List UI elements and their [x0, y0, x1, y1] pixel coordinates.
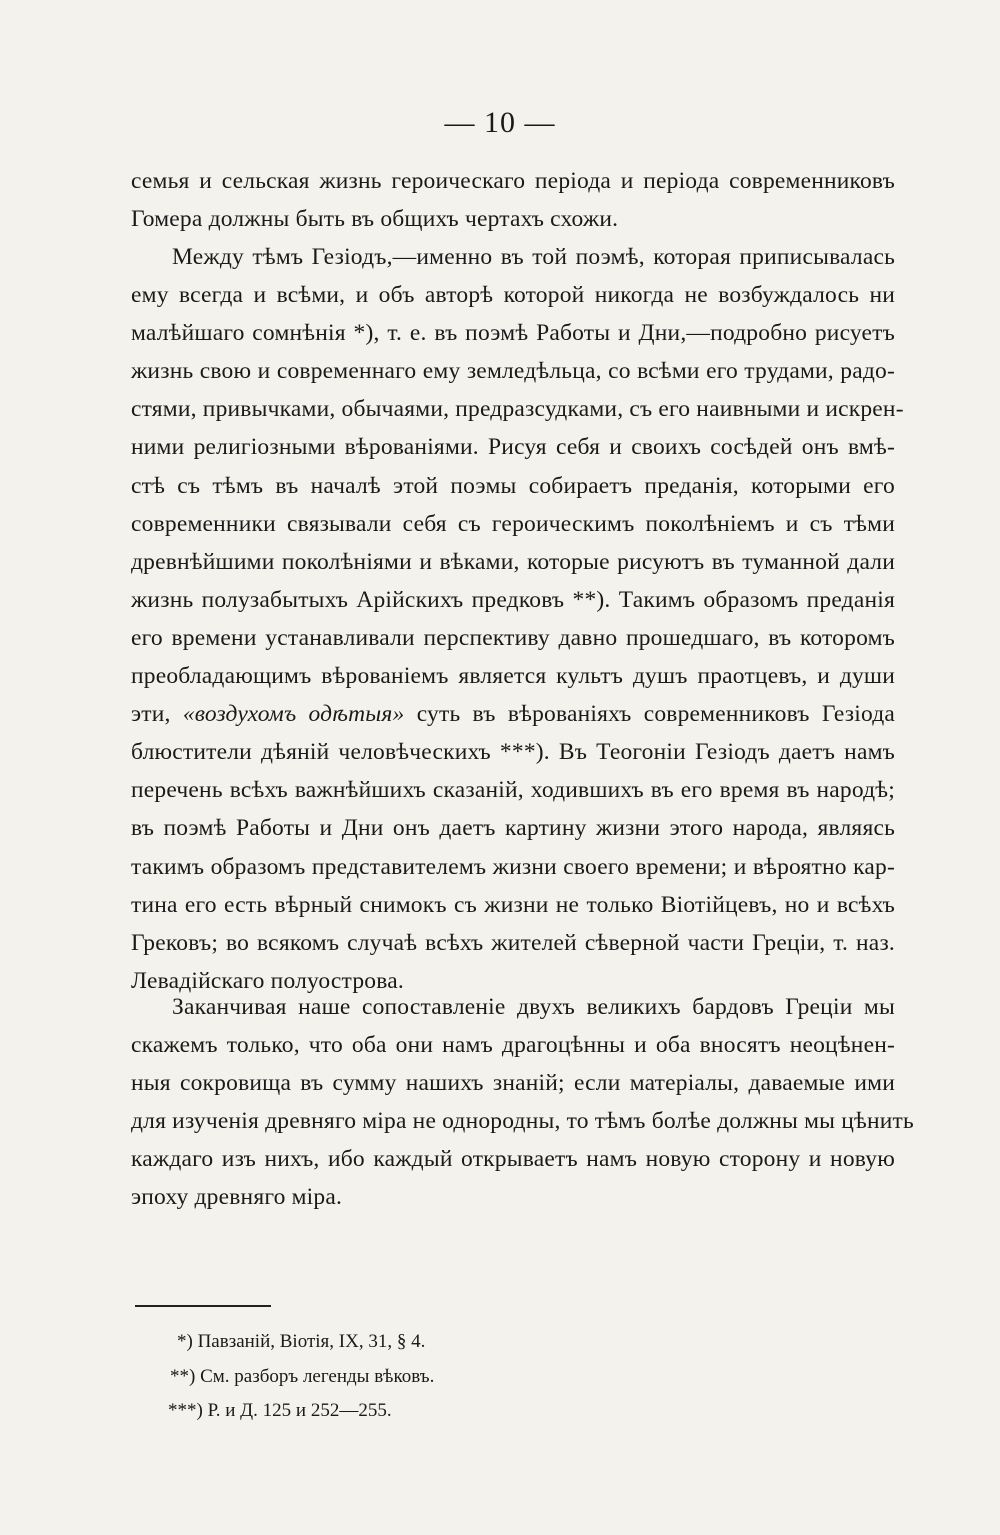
italic-quote: «воздухомъ одѣтыя» [182, 701, 405, 728]
text-line: эпоху древняго міра. [131, 1184, 343, 1211]
text-line: перечень всѣхъ важнѣйшихъ сказаній, ходившихъ въ его время въ народѣ; [131, 777, 895, 804]
footnote-divider [135, 1305, 271, 1307]
text-line: въ поэмѣ Работы и Дни онъ даетъ картину жизни этого народа, являясь [131, 815, 895, 842]
footnote-1: *) Павзаній, Віотія, IX, 31, § 4. [177, 1331, 426, 1352]
text-line: такимъ образомъ представителемъ жизни своего времени; и вѣроятно кар- [131, 853, 895, 880]
text-line: семья и сельская жизнь героическаго періода и періода современниковъ [131, 168, 895, 194]
footnote-2: **) См. разборъ легенды вѣковъ. [170, 1365, 435, 1387]
footnote-3: ***) Р. и Д. 125 и 252—255. [168, 1400, 392, 1421]
text-line: тина его есть вѣрный снимокъ съ жизни не только Віотійцевъ, но и всѣхъ [131, 891, 895, 918]
text-line: ему всегда и всѣми, и объ авторѣ которой никогда не возбуждалось ни [131, 282, 895, 309]
text-line: стѣ съ тѣмъ въ началѣ этой поэмы собираетъ преданія, которыми его [131, 472, 895, 499]
text-line: скажемъ только, что оба они намъ драгоцѣнны и оба вносятъ неоцѣнен- [131, 1032, 895, 1059]
text-line: преобладающимъ вѣрованіемъ является культъ душъ праотцевъ, и души [131, 663, 895, 690]
text-line: Заканчивая наше сопоставленіе двухъ великихъ бардовъ Греціи мы [172, 994, 895, 1020]
text-line: жизнь полузабытыхъ Арійскихъ предковъ **). Такимъ образомъ преданія [131, 586, 895, 613]
text-line: блюстители дѣяній человѣческихъ ***). Въ Теогоніи Гезіодъ даетъ намъ [131, 739, 895, 766]
text-line: его времени устанавливали перспективу давно прошедшаго, въ которомъ [131, 624, 895, 651]
text-line: Гомера должны быть въ общихъ чертахъ схожи. [131, 206, 619, 233]
text-line: стями, привычками, обычаями, предразсудками, съ его наивными и искрен- [131, 396, 904, 423]
footnotes [168, 1325, 434, 1429]
text-line: жизнь свою и современнаго ему земледѣльца, со всѣми его трудами, радо- [131, 358, 895, 385]
text-line: каждаго изъ нихъ, ибо каждый открываетъ намъ новую сторону и новую [131, 1146, 895, 1173]
text-line: современники связывали себя съ героическимъ поколѣніемъ и съ тѣми [131, 510, 895, 537]
text-line: Левадійскаго полуострова. [131, 967, 404, 994]
text-line: эти, «воздухомъ одѣтыя» суть въ вѣрованіяхъ современниковъ Гезіода [131, 701, 896, 728]
paragraph-2 [131, 238, 904, 1000]
text-line: ними религіозными вѣрованіями. Рисуя себя и своихъ сосѣдей онъ вмѣ- [131, 434, 895, 461]
text-line: Грековъ; во всякомъ случаѣ всѣхъ жителей сѣверной части Греціи, т. наз. [131, 929, 895, 956]
text-line: для изученія древняго міра не однородны, то тѣмъ болѣе должны мы цѣнить [131, 1108, 914, 1135]
text-line: малѣйшаго сомнѣнія *), т. е. въ поэмѣ Работы и Дни,—подробно рисуетъ [131, 320, 895, 347]
text-line: Между тѣмъ Гезіодъ,—именно въ той поэмѣ, которая приписывалась [172, 244, 895, 270]
page-number: — 10 — [444, 106, 556, 139]
text-line: древнѣйшими поколѣніями и вѣками, которые рисуютъ въ туманной дали [131, 548, 895, 575]
paragraph-1 [131, 162, 895, 238]
paragraph-3 [131, 988, 914, 1217]
text-line: ныя сокровища въ сумму нашихъ знаній; если матеріалы, даваемые ими [131, 1070, 895, 1097]
